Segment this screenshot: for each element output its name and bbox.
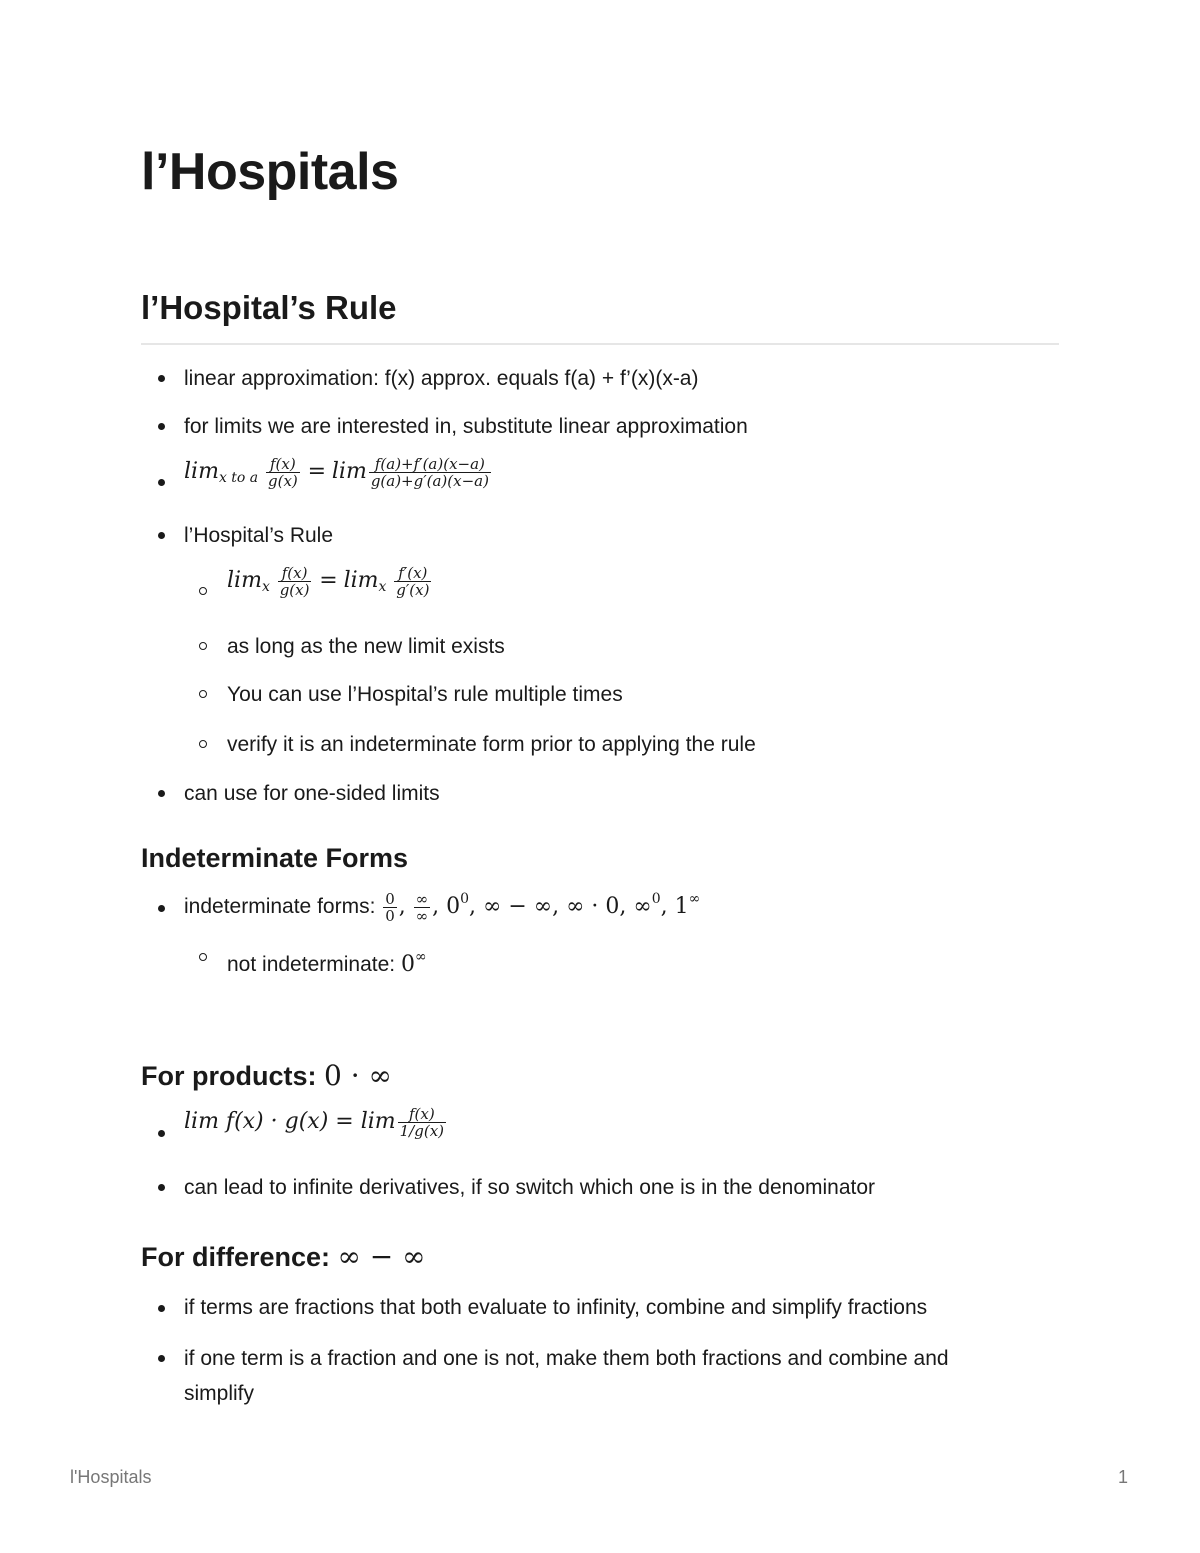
fraction [278,565,312,598]
lim-subscript: x [378,579,387,596]
fraction [266,456,300,489]
superscript: 0 [460,891,470,907]
list-item-rule: l’Hospital’s Rule [184,524,334,547]
lim-subscript: x to a [218,470,259,487]
equation-lhospital [227,565,433,601]
fraction-numerator: 0 [385,889,395,908]
base: 0 [400,952,415,977]
fraction-numerator: f(x) [270,455,296,473]
sub-bullet-icon [199,587,207,595]
fraction-denominator: g(x) [267,472,298,490]
fraction-denominator: 0 [385,906,395,925]
list-item-infinite-derivatives: can lead to infinite derivatives, if so switch which one is in the denominator [184,1176,876,1199]
lim-text: lim [343,568,379,594]
fraction-numerator: f′(x) [398,564,428,582]
fraction-numerator: f(x) [281,564,308,582]
fraction-numerator: ∞ [415,889,429,908]
list-item-multiple-times: You can use l’Hospital’s rule multiple times [227,683,623,706]
lim-text: lim [227,568,262,594]
bullet-icon [158,1184,165,1191]
bullet-icon [158,423,165,430]
comma: , [398,894,406,919]
list-item-not-indeterminate [227,944,427,978]
sub-bullet-icon [199,740,207,748]
page-title: l’Hospitals [141,143,399,201]
bullet-icon [158,1305,165,1312]
heading-text: For difference: [141,1242,338,1272]
equation-lhs: lim f(x) · g(x) = lim [184,1109,396,1135]
sub-bullet-icon [199,690,207,698]
bullet-icon [158,1355,165,1362]
fraction-inf-over-inf [414,891,431,924]
heading-text: For products: [141,1061,324,1091]
fraction-denominator: 1/g(x) [399,1122,445,1140]
list-item-one-sided: can use for one-sided limits [184,782,440,805]
list-item-substitute: for limits we are interested in, substitute linear approximation [184,415,748,438]
bullet-icon [158,375,165,382]
form-zero-power: , 0 [432,894,461,919]
section-divider [141,343,1059,345]
lim-subscript: x [261,579,270,596]
heading-math: 0 · ∞ [324,1059,392,1092]
section-heading-products [141,1059,392,1092]
bullet-icon [158,1130,165,1137]
section-heading-indeterminate: Indeterminate Forms [141,843,409,873]
fraction [398,1106,446,1139]
fraction-denominator: ∞ [415,906,429,925]
fraction-denominator: g′(x) [396,581,430,599]
superscript: ∞ [414,949,427,965]
form-one-power: , 1 [660,894,689,919]
page-number: 1 [1118,1467,1129,1487]
lim-text: lim [184,459,219,485]
bullet-icon [158,905,165,912]
list-item-linear-approx: linear approximation: f(x) approx. equals f(a) + f’(x)(x-a) [184,367,699,390]
list-item-new-limit: as long as the new limit exists [227,635,505,658]
fraction-denominator: g(x) [279,581,310,599]
list-item-indeterminate-forms [184,886,700,924]
equation-linear-limit [184,456,493,492]
bullet-icon [158,479,165,486]
indeterminate-label: indeterminate forms: [184,895,382,918]
equals-sign: = [319,568,338,594]
list-item-verify: verify it is an indeterminate form prior to applying the rule [227,733,756,756]
sub-bullet-icon [199,642,207,650]
fraction-numerator: f(a)+f′(a)(x−a) [374,455,485,473]
equals-sign: = [307,459,327,485]
list-item-one-fraction-line1: if one term is a fraction and one is not, make them both fractions and combine and [184,1347,949,1370]
heading-math: ∞ − ∞ [337,1240,426,1273]
equation-products [184,1106,448,1139]
fraction-numerator: f(x) [408,1105,435,1123]
fraction-denominator: g(a)+g′(a)(x−a) [370,472,489,490]
bullet-icon [158,790,165,797]
form-inf-list: , ∞ − ∞, ∞ · 0, ∞ [469,894,652,919]
superscript: 0 [651,891,661,907]
superscript: ∞ [688,891,701,907]
lim-text: lim [331,459,367,485]
fraction-zero-over-zero [383,891,397,924]
list-item-one-fraction-line2: simplify [184,1382,255,1405]
section-heading-rule: l’Hospital’s Rule [141,289,397,326]
section-heading-difference [141,1240,425,1273]
fraction [394,565,431,598]
sub-bullet-icon [199,953,207,961]
bullet-icon [158,532,165,539]
list-item-fractions-infinity: if terms are fractions that both evaluate to infinity, combine and simplify fractions [184,1296,928,1319]
fraction [369,456,491,489]
not-indeterminate-label: not indeterminate: [227,953,401,976]
footer-title: l'Hospitals [70,1467,152,1487]
